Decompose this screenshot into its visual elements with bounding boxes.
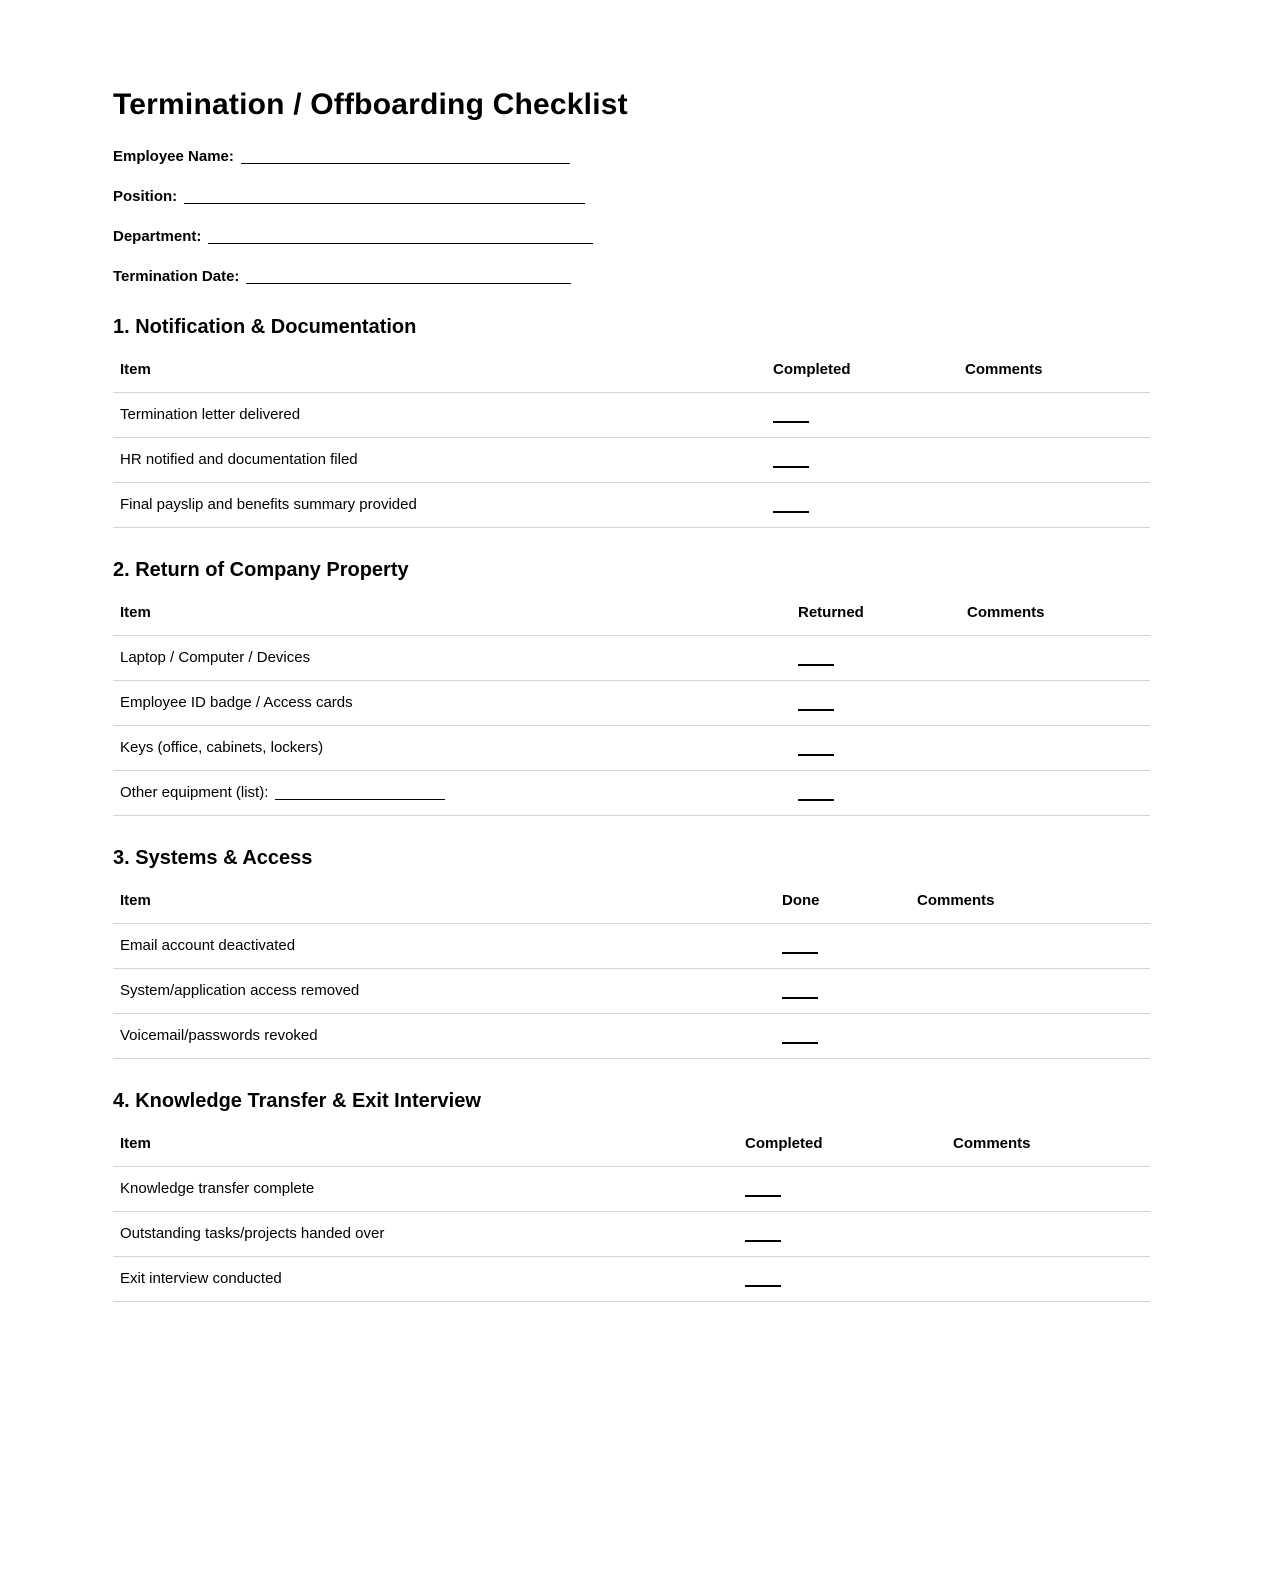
employee-name-fill-line[interactable] [241, 150, 570, 164]
checklist-item-label: Laptop / Computer / Devices [113, 636, 798, 681]
comments-cell[interactable] [965, 438, 1150, 483]
employee-info-fields [113, 148, 1150, 285]
column-header-status: Returned [798, 582, 967, 636]
status-cell [745, 1257, 953, 1302]
checklist-table-notification [113, 339, 1150, 528]
status-fill-line[interactable] [798, 652, 834, 666]
checklist-item-label: HR notified and documentation filed [113, 438, 773, 483]
checklist-item-label: Final payslip and benefits summary provided [113, 483, 773, 528]
column-header-item: Item [113, 339, 773, 393]
section-notification-documentation [113, 315, 1150, 528]
department-fill-line[interactable] [208, 230, 593, 244]
status-cell [745, 1212, 953, 1257]
position-field [113, 188, 1150, 205]
column-header-comments: Comments [965, 339, 1150, 393]
section-return-company-property [113, 558, 1150, 816]
section-knowledge-transfer-exit-interview [113, 1089, 1150, 1302]
status-cell [773, 438, 965, 483]
section-heading: 1. Notification & Documentation [113, 316, 417, 338]
checklist-item-label: Knowledge transfer complete [113, 1167, 745, 1212]
status-cell [798, 636, 967, 681]
section-heading: 2. Return of Company Property [113, 559, 409, 581]
termination-date-label: Termination Date: [113, 268, 240, 285]
employee-name-label: Employee Name: [113, 148, 234, 165]
position-fill-line[interactable] [184, 190, 585, 204]
status-fill-line[interactable] [773, 499, 809, 513]
status-cell [773, 483, 965, 528]
comments-cell[interactable] [953, 1212, 1150, 1257]
comments-cell[interactable] [917, 1014, 1150, 1059]
section-systems-access [113, 846, 1150, 1059]
comments-cell[interactable] [953, 1257, 1150, 1302]
comments-cell[interactable] [967, 681, 1150, 726]
status-cell [782, 1014, 917, 1059]
checklist-table-systems [113, 870, 1150, 1059]
column-header-status: Completed [773, 339, 965, 393]
status-fill-line[interactable] [798, 787, 834, 801]
section-heading: 4. Knowledge Transfer & Exit Interview [113, 1090, 481, 1112]
status-fill-line[interactable] [782, 940, 818, 954]
column-header-status: Completed [745, 1113, 953, 1167]
comments-cell[interactable] [917, 924, 1150, 969]
comments-cell[interactable] [965, 393, 1150, 438]
page-title: Termination / Offboarding Checklist [113, 88, 628, 121]
termination-date-fill-line[interactable] [246, 270, 571, 284]
comments-cell[interactable] [917, 969, 1150, 1014]
status-fill-line[interactable] [745, 1273, 781, 1287]
checklist-item-label: Termination letter delivered [113, 393, 773, 438]
column-header-item: Item [113, 870, 782, 924]
status-fill-line[interactable] [782, 1030, 818, 1044]
department-label: Department: [113, 228, 202, 245]
status-cell [798, 771, 967, 816]
status-cell [745, 1167, 953, 1212]
checklist-item-label: System/application access removed [113, 969, 782, 1014]
checklist-table-property [113, 582, 1150, 816]
department-field [113, 228, 1150, 245]
termination-date-field [113, 268, 1150, 285]
checklist-item-label: Voicemail/passwords revoked [113, 1014, 782, 1059]
status-fill-line[interactable] [773, 454, 809, 468]
employee-name-field [113, 148, 1150, 165]
status-fill-line[interactable] [773, 409, 809, 423]
status-cell [773, 393, 965, 438]
status-fill-line[interactable] [782, 985, 818, 999]
status-fill-line[interactable] [745, 1183, 781, 1197]
status-cell [798, 726, 967, 771]
checklist-table-knowledge [113, 1113, 1150, 1302]
status-cell [782, 969, 917, 1014]
column-header-comments: Comments [953, 1113, 1150, 1167]
status-fill-line[interactable] [798, 697, 834, 711]
other-equipment-fill-line[interactable] [275, 786, 445, 800]
status-fill-line[interactable] [745, 1228, 781, 1242]
column-header-status: Done [782, 870, 917, 924]
status-cell [782, 924, 917, 969]
checklist-item-label: Employee ID badge / Access cards [113, 681, 798, 726]
column-header-comments: Comments [967, 582, 1150, 636]
section-heading: 3. Systems & Access [113, 847, 313, 869]
position-label: Position: [113, 188, 178, 205]
checklist-item-label: Exit interview conducted [113, 1257, 745, 1302]
comments-cell[interactable] [967, 636, 1150, 681]
column-header-comments: Comments [917, 870, 1150, 924]
checklist-item-label [113, 771, 798, 816]
comments-cell[interactable] [967, 726, 1150, 771]
status-cell [798, 681, 967, 726]
column-header-item: Item [113, 582, 798, 636]
comments-cell[interactable] [965, 483, 1150, 528]
other-equipment-label: Other equipment (list): [120, 784, 269, 801]
checklist-item-label: Outstanding tasks/projects handed over [113, 1212, 745, 1257]
checklist-item-label: Email account deactivated [113, 924, 782, 969]
comments-cell[interactable] [953, 1167, 1150, 1212]
column-header-item: Item [113, 1113, 745, 1167]
checklist-item-label: Keys (office, cabinets, lockers) [113, 726, 798, 771]
comments-cell[interactable] [967, 771, 1150, 816]
status-fill-line[interactable] [798, 742, 834, 756]
